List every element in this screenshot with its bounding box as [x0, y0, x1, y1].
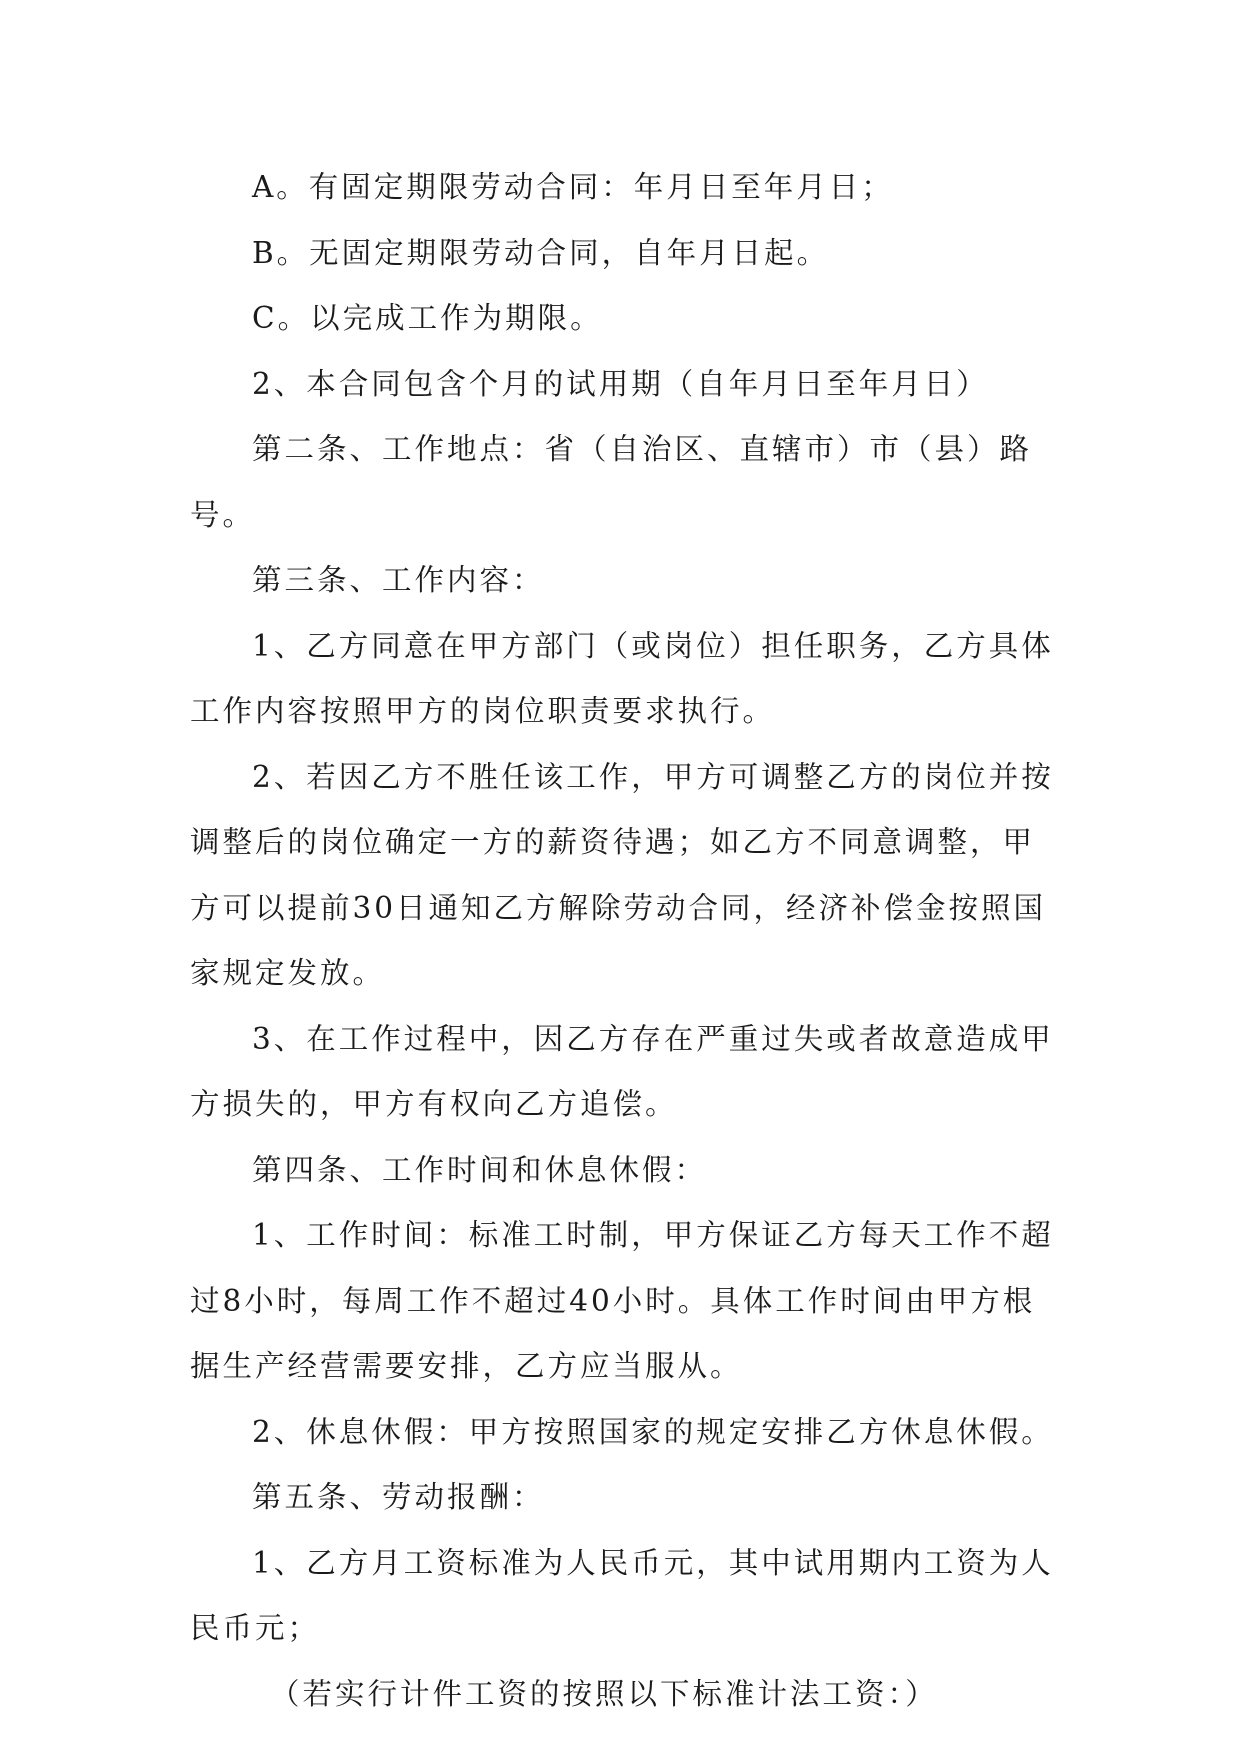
article-4-heading: 第四条、工作时间和休息休假： — [252, 1152, 708, 1187]
piecework-note: （若实行计件工资的按照以下标准计法工资：） — [270, 1676, 938, 1711]
article-3-item-1: 1、乙方同意在甲方部门（或岗位）担任职务，乙方具体工作内容按照甲方的岗位职责要求执行。 — [190, 628, 1054, 728]
contract-body — [190, 155, 1055, 1727]
article-4-item-1: 1、工作时间：标准工时制，甲方保证乙方每天工作不超过8小时，每周工作不超过40小时。具体工作时间由甲方根据生产经营需要安排，乙方应当服从。 — [190, 1218, 1054, 1383]
article-5-item-1: 1、乙方月工资标准为人民币元，其中试用期内工资为人民币元； — [190, 1545, 1054, 1645]
article-3-item-3: 3、在工作过程中，因乙方存在严重过失或者故意造成甲方损失的，甲方有权向乙方追偿。 — [190, 1021, 1054, 1121]
clause-b-open-ended: B。无固定期限劳动合同，自年月日起。 — [252, 235, 830, 270]
article-3-heading: 第三条、工作内容： — [252, 563, 545, 597]
article-2-work-location: 第二条、工作地点：省（自治区、直辖市）市（县）路号。 — [190, 432, 1033, 532]
article-3-item-2: 2、若因乙方不胜任该工作，甲方可调整乙方的岗位并按调整后的岗位确定一方的薪资待遇；如乙方不同意调整，甲方可以提前30日通知乙方解除劳动合同，经济补偿金按照国家规定发放。 — [190, 759, 1054, 990]
article-4-item-2: 2、休息休假：甲方按照国家的规定安排乙方休息休假。 — [252, 1414, 1054, 1449]
article-5-heading: 第五条、劳动报酬： — [252, 1480, 545, 1514]
clause-c-task-based: C。以完成工作为期限。 — [252, 301, 603, 335]
clause-a-fixed-term: A。有固定期限劳动合同：年月日至年月日； — [252, 170, 894, 204]
probation-clause: 2、本合同包含个月的试用期（自年月日至年月日） — [252, 366, 989, 401]
